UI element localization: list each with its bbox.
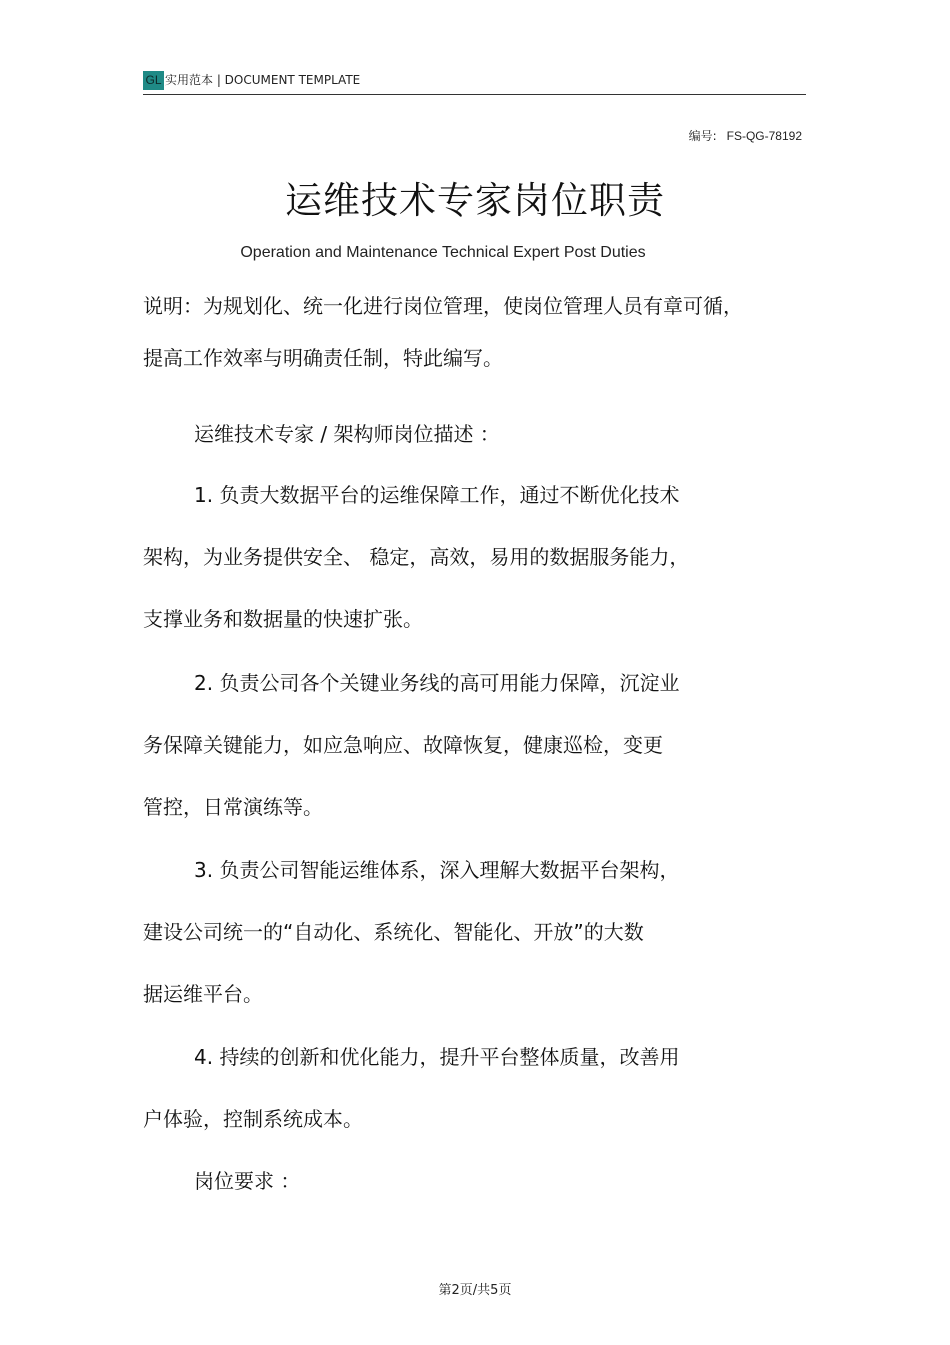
duty-line: 架构，为业务提供安全、 稳定，高效，易用的数据服务能力， (143, 545, 690, 569)
document-number (689, 127, 802, 144)
duty-line: 管控，日常演练等。 (143, 795, 323, 819)
requirements-heading-text: 岗位要求 ： (194, 1169, 301, 1193)
brand-logo: GL (143, 71, 164, 90)
duty-line: 据运维平台。 (143, 982, 263, 1006)
intro-line: 提高工作效率与明确责任制，特此编写。 (143, 346, 503, 370)
duty-line: 户体验，控制系统成本。 (143, 1107, 363, 1131)
document-number-label: 编号: (688, 129, 717, 143)
duty-line: 建设公司统一的“自动化、系统化、智能化、开放”的大数 (143, 920, 644, 944)
duty-line: 务保障关键能力，如应急响应、故障恢复，健康巡检，变更 (143, 733, 663, 757)
duty-line: 3. 负责公司智能运维体系，深入理解大数据平台架构， (194, 858, 680, 882)
page-subtitle: Operation and Maintenance Technical Expert Post Duties (240, 244, 646, 261)
document-number-value: FS-QG-78192 (726, 129, 802, 143)
page-title: 运维技术专家岗位职责 (285, 179, 665, 222)
section-heading-text: 运维技术专家 / 架构师岗位描述 ： (194, 422, 500, 446)
page-number: 第2页/共5页 (438, 1283, 512, 1298)
document-header (143, 70, 806, 95)
duty-line: 1. 负责大数据平台的运维保障工作，通过不断优化技术 (194, 483, 680, 507)
intro-line: 说明：为规划化、统一化进行岗位管理，使岗位管理人员有章可循， (143, 294, 743, 318)
brand-text: 实用范本 | DOCUMENT TEMPLATE (165, 73, 361, 87)
duty-line: 4. 持续的创新和优化能力，提升平台整体质量，改善用 (194, 1045, 680, 1069)
duty-line: 支撑业务和数据量的快速扩张。 (143, 607, 423, 631)
duty-line: 2. 负责公司各个关键业务线的高可用能力保障，沉淀业 (194, 671, 680, 695)
